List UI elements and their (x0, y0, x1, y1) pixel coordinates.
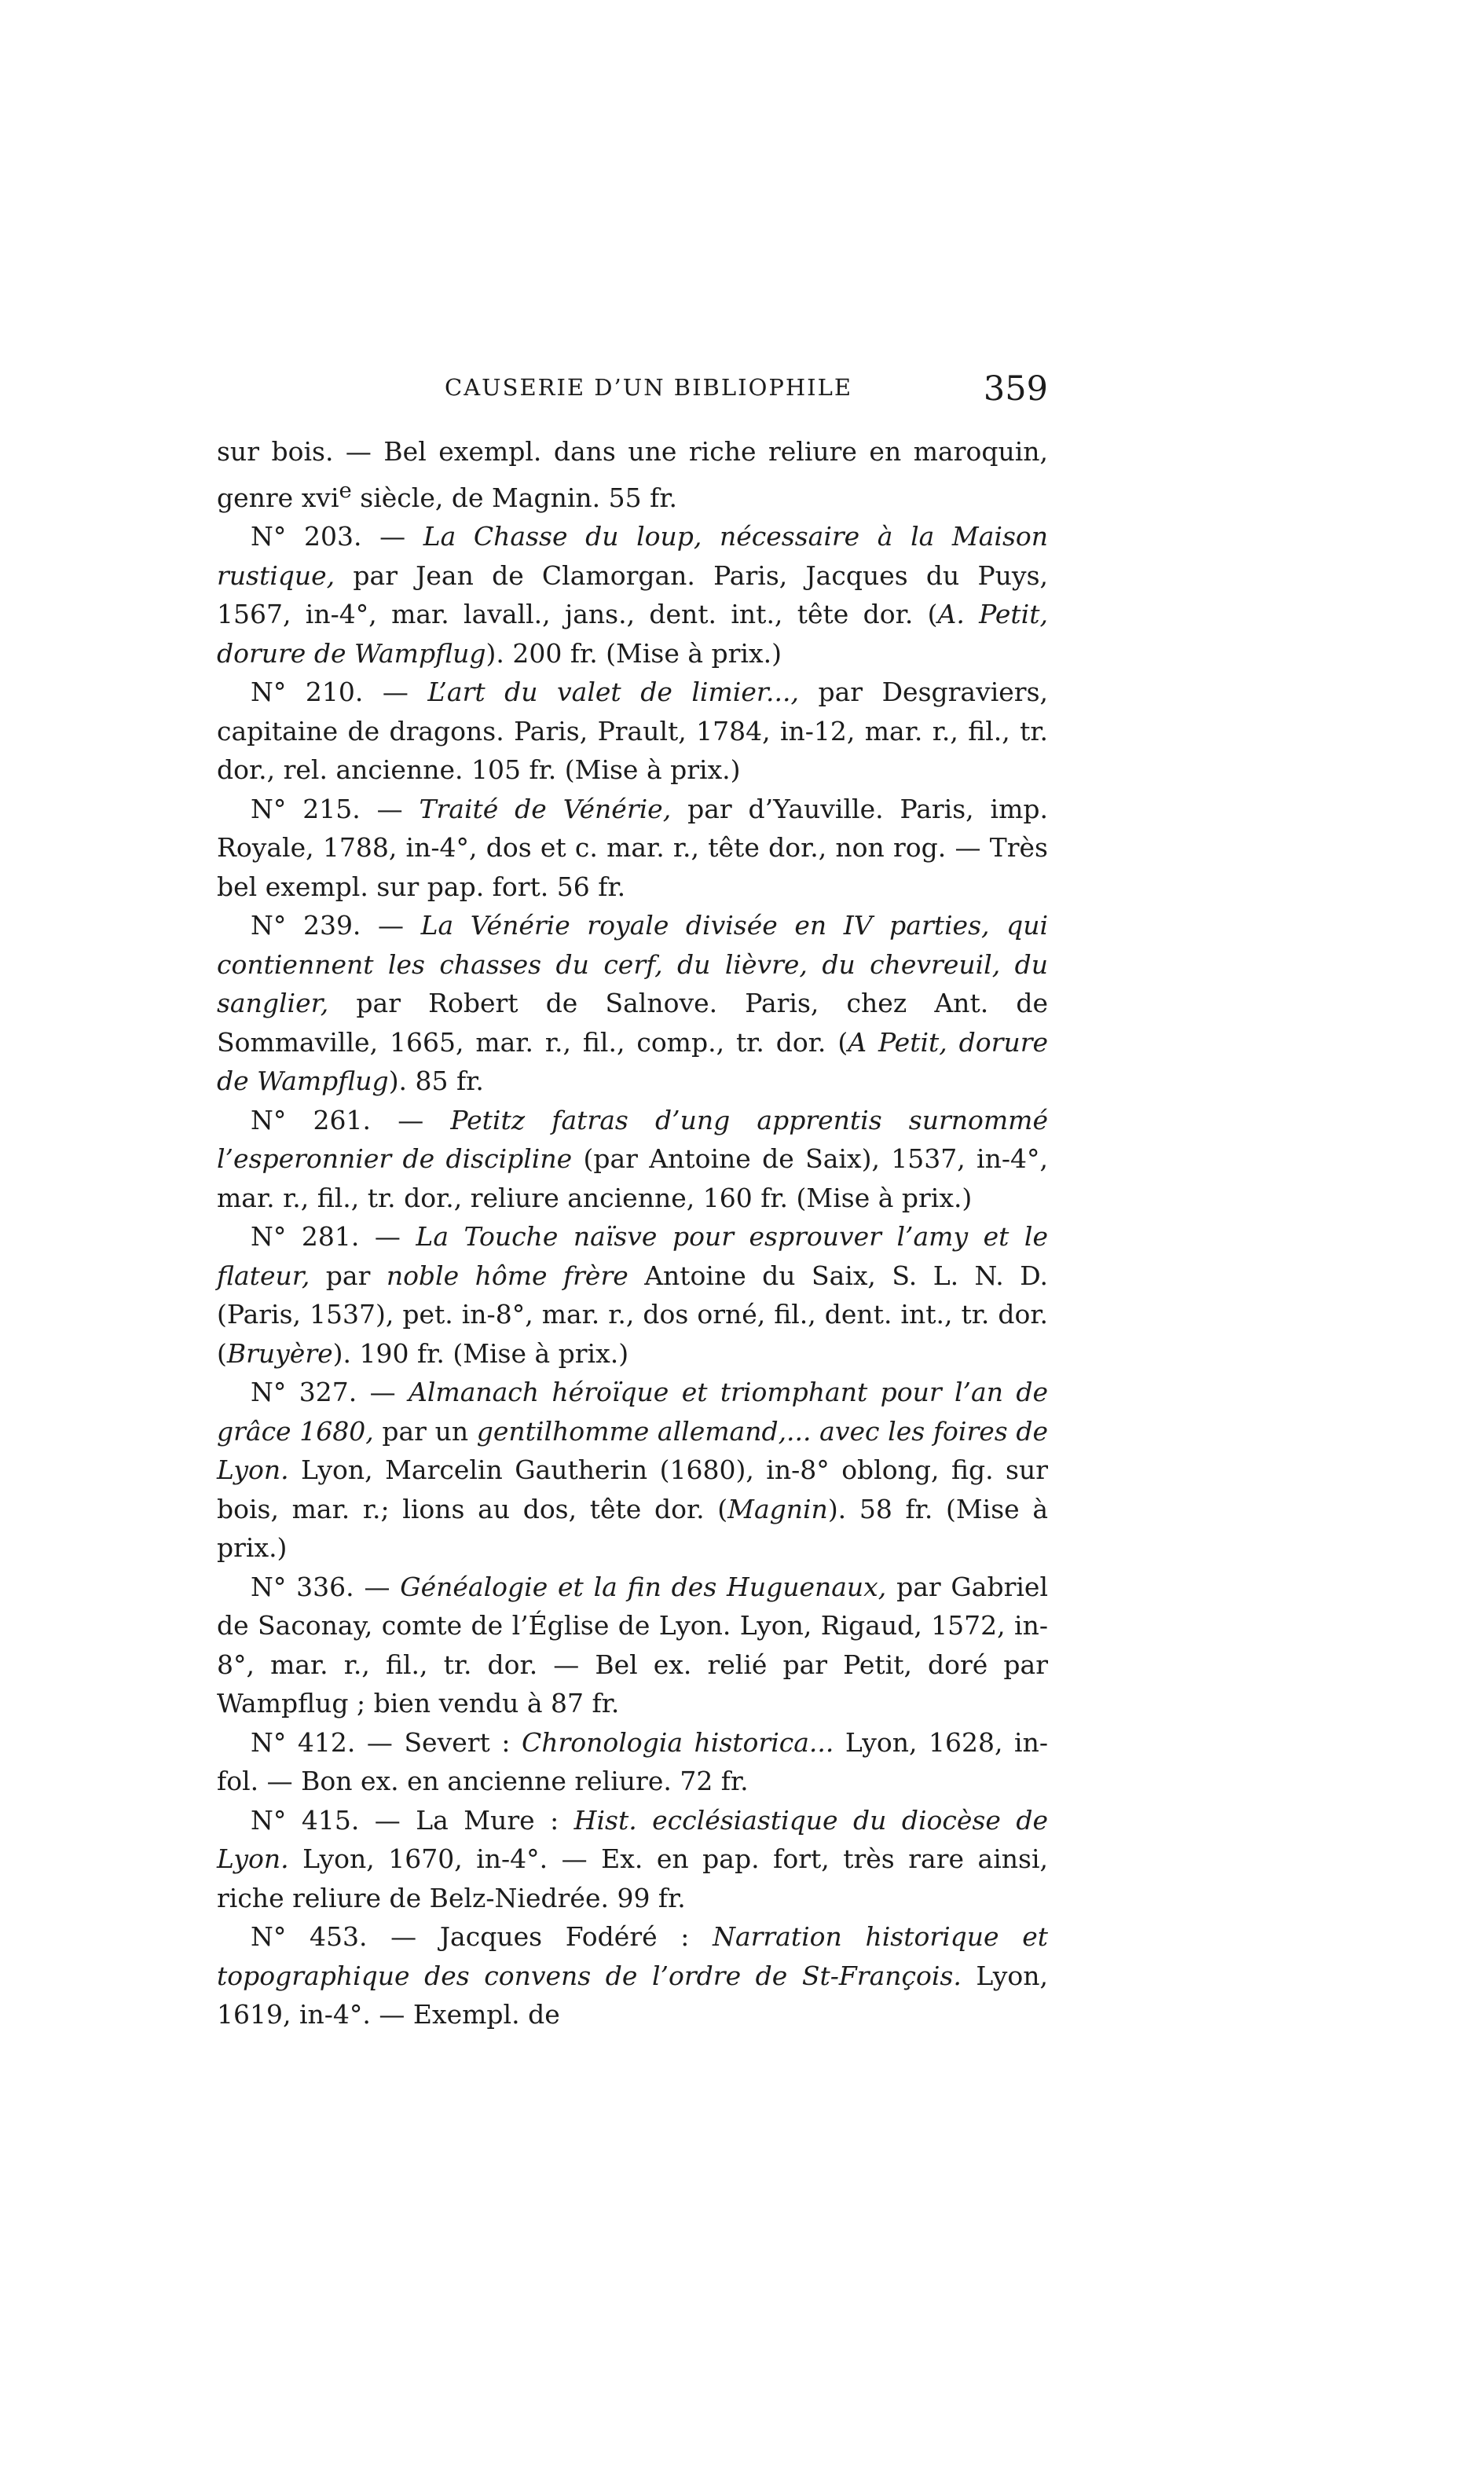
page-number: 359 (983, 369, 1048, 409)
entry-number: N° 453. (251, 1921, 368, 1952)
catalogue-entry: N° 203. — La Chasse du loup, nécessaire à la Maison rustique, par Jean de Clamorgan. Paris, Jacques du Puys, 1567, in-4°, mar. lavall., jans., dent. int., tête dor. (A. Petit, dorure de Wampflug). 200 fr. (Mise à prix.) (217, 521, 1049, 669)
entry-number: N° 281. (251, 1221, 360, 1252)
page-header (217, 369, 1048, 420)
entry-number: N° 412. (251, 1726, 356, 1758)
catalogue-entry: N° 261. — Petitz fatras d’ung apprentis surnommé l’esperonnier de discipline (par Antoine de Saix), 1537, in-4°, mar. r., fil., tr. dor., reliure ancienne, 160 fr. (Mise à prix.) (217, 1104, 1049, 1213)
entry-number: N° 336. (251, 1571, 354, 1602)
running-title: CAUSERIE D’UN BIBLIOPHILE (445, 374, 853, 401)
catalogue-text (217, 432, 1048, 2034)
catalogue-entry: N° 210. — L’art du valet de limier..., par Desgraviers, capitaine de dragons. Paris, Prault, 1784, in-12, mar. r., fil., tr. dor., rel. ancienne. 105 fr. (Mise à prix.) (217, 677, 1049, 785)
catalogue-entry: N° 239. — La Vénérie royale divisée en IV parties, qui contiennent les chasses du cerf, du lièvre, du chevreuil, du sanglier, par Robert de Salnove. Paris, chez Ant. de Sommaville, 1665, mar. r., fil., comp., tr. dor. (A Petit, dorure de Wampflug). 85 fr. (217, 910, 1049, 1096)
entry-number: N° 239. (251, 910, 361, 941)
entry-number: N° 415. (251, 1804, 360, 1836)
catalogue-entry: N° 453. — Jacques Fodéré : Narration historique et topographique des convens de l’ordre de St-François. Lyon, 1619, in-4°. — Exempl. de (217, 1921, 1049, 2030)
catalogue-entry: N° 327. — Almanach héroïque et triomphant pour l’an de grâce 1680, par un gentilhomme allemand,... avec les foires de Lyon. Lyon, Marcelin Gautherin (1680), in-8° oblong, fig. sur bois, mar. r.; lions au dos, tête dor. (Magnin). 58 fr. (Mise à prix.) (217, 1377, 1049, 1563)
entry-number: N° 261. (251, 1104, 372, 1135)
entry-number: N° 210. (251, 677, 364, 707)
entry-number: N° 215. (251, 793, 361, 824)
catalogue-entry: N° 412. — Severt : Chronologia historica... Lyon, 1628, in-fol. — Bon ex. en ancienne reliure. 72 fr. (217, 1726, 1049, 1796)
catalogue-entry: N° 336. — Généalogie et la fin des Huguenaux, par Gabriel de Saconay, comte de l’Église de Lyon. Lyon, Rigaud, 1572, in-8°, mar. r., fil., tr. dor. — Bel ex. relié par Petit, doré par Wampflug ; bien vendu à 87 fr. (217, 1571, 1049, 1719)
entry-number: N° 327. (251, 1377, 357, 1407)
entry-number: N° 203. (251, 521, 362, 552)
catalogue-entry: sur bois. — Bel exempl. dans une riche reliure en maroquin, genre xvi$^e$ siècle, de Magnin. 55 fr. (217, 436, 1048, 513)
catalogue-entry: N° 415. — La Mure : Hist. ecclésiastique du diocèse de Lyon. Lyon, 1670, in-4°. — Ex. en pap. fort, très rare ainsi, riche reliure de Belz-Niedrée. 99 fr. (217, 1804, 1048, 1913)
catalogue-entry: N° 281. — La Touche naïsve pour esprouver l’amy et le flateur, par noble hôme frère Antoine du Saix, S. L. N. D. (Paris, 1537), pet. in-8°, mar. r., dos orné, fil., dent. int., tr. dor. (Bruyère). 190 fr. (Mise à prix.) (217, 1221, 1049, 1369)
catalogue-entry: N° 215. — Traité de Vénérie, par d’Yauville. Paris, imp. Royale, 1788, in-4°, dos et c. mar. r., tête dor., non rog. — Très bel exempl. sur pap. fort. 56 fr. (217, 793, 1048, 902)
